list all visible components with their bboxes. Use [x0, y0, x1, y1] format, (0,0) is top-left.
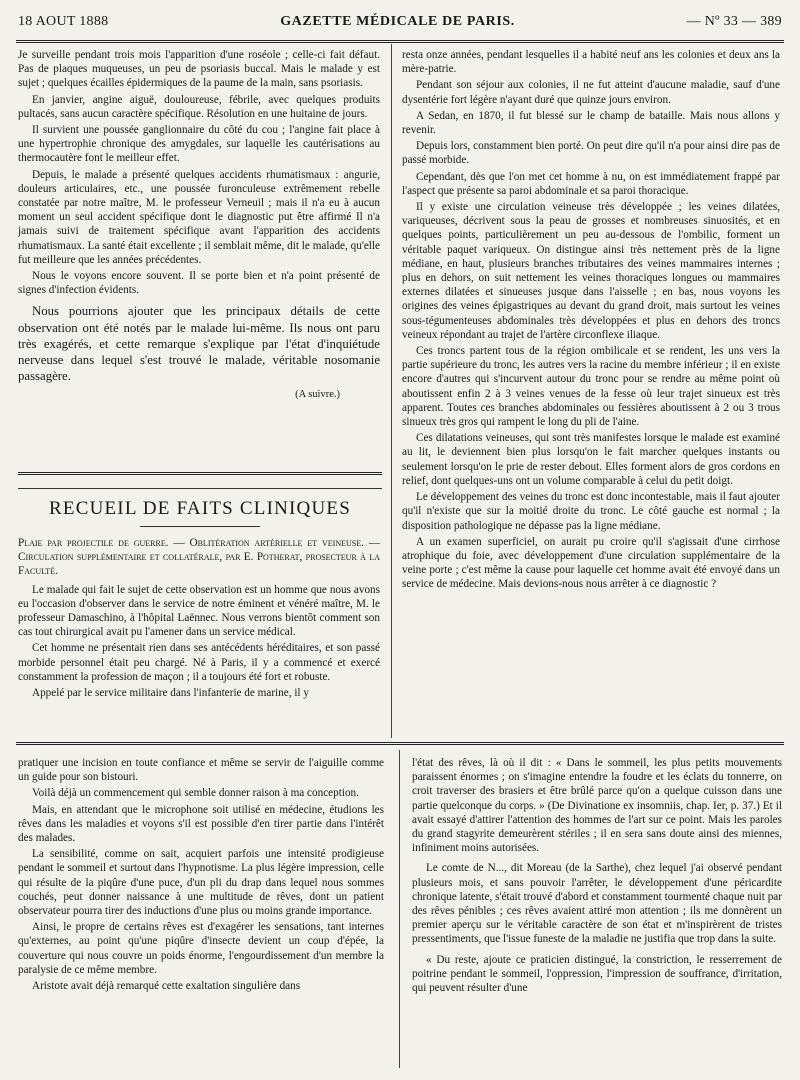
- paragraph: Le comte de N..., dit Moreau (de la Sarthe), chez lequel j'ai observé pendant plusieurs mois, et sans pouvoir l'arrêter, le développement d'une péricardite chronique latente, s'était trouvé d'abord et constamment tourmenté chaque nuit par des rêves pénibles ; ces rêves avaient attiré mon attention ; ils me donnèrent un premier aperçu sur le véritable caractère de son état et m'inspirèrent de tristes pressentiments, que l'issue funeste de la maladie ne justifia que trop dans la suite.: [412, 862, 782, 946]
- mid-page-rule: [16, 742, 784, 745]
- paragraph: Voilà déjà un commencement qui semble donner raison à ma conception.: [32, 787, 359, 800]
- paragraph: Depuis, le malade a présenté quelques accidents rhumatismaux : angurie, douleurs articulaires, etc., une poussée furonculeuse extrêmement rebelle constatée par notre maître, M. le professeur Verneuil ; mais il n'a eu à aucun moment un seul accident spécifique dont le diagnostic put être affirmé Il n'a jamais suivi de traitement spécifique avant l'apparition des accidents rhumatismaux. La santé était excellente ; il semblait même, dit le malade, qu'elle fut meilleure que les années précédentes.: [18, 168, 380, 266]
- upper-right-column: [402, 48, 780, 594]
- paragraph: Appelé par le service militaire dans l'infanterie de marine, il y: [32, 687, 309, 700]
- paragraph: A un examen superficiel, on aurait pu croire qu'il s'agissait d'une cirrhose atrophique du foie, avec développement d'une circulation supplémentaire de la veine porte ; c'est même la cause pour laquelle cet homme avait été envoyé dans un service de médecine. Mais devions-nous nous arrêter à ce diagnostic ?: [402, 535, 780, 591]
- paragraph: Cet homme ne présentait rien dans ses antécédents héréditaires, et son passé morbide personnel était peu chargé. Né à Paris, il y a commencé et exercé constamment la profession de maçon ; il a toujours été fort et robuste.: [18, 642, 380, 683]
- paragraph: Ces troncs partent tous de la région ombilicale et se rendent, les uns vers la partie supérieure du tronc, les autres vers la racine du membre inférieur ; il en existe encore d'autres qui s'incurvent autour du tronc pour se rendre au même point où aboutissent enfin 2 à 3 veines venues de la fesse où leur trajet sinueux est très apparent. Toutes ces branches abdominales ou fessières aboutissent à 2 ou 3 trous sinueux très gros qui rampent le long du pli de l'aine.: [402, 345, 780, 429]
- paragraph: Aristote avait déjà remarqué cette exaltation singulière dans: [32, 980, 301, 993]
- paragraph: Il survient une poussée ganglionnaire du côté du cou ; l'angine fait place à une hypertrophie chronique des amygdales, sur laquelle les cautérisations au thermocautère font le meilleur effet.: [18, 124, 380, 165]
- paragraph: En janvier, angine aiguë, douloureuse, fébrile, avec quelques produits pultacés, sans aucun caractère spécifique. Résolution en une huitaine de jours.: [18, 93, 380, 120]
- paragraph: Ainsi, le propre de certains rêves est d'exagérer les sensations, tant internes qu'externes, au point qu'une piqûre d'insecte devient un coup d'épée, la couverture qui nous couvre un poids énorme, l'engourdissement d'un membre la paralysie de ce même membre.: [18, 921, 384, 976]
- paragraph: Nous le voyons encore souvent. Il se porte bien et n'a point présenté de signes d'infection évidents.: [18, 270, 380, 297]
- paragraph: resta onze années, pendant lesquelles il a habité neuf ans les colonies et deux ans la mère-patrie.: [402, 49, 780, 76]
- header-issue: — Nº 33 — 389: [686, 14, 782, 29]
- paragraph: pratiquer une incision en toute confiance et même se servir de l'aiguille comme un guide pour son bistouri.: [18, 757, 384, 784]
- section-title: RECUEIL DE FAITS CLINIQUES: [49, 498, 351, 519]
- paragraph: Cependant, dès que l'on met cet homme à nu, on est immédiatement frappé par l'aspect que présente sa paroi abdominale et sa paroi thoracique.: [402, 170, 780, 197]
- section-rule: [18, 488, 382, 489]
- paragraph: Le malade qui fait le sujet de cette observation est un homme que nous avons eu l'occasion d'observer dans le service de notre éminent et vénéré maître, M. le professeur Damaschino, à l'hôpital Laënnec. Nous verrons bientôt comment son cas tout chirurgical avait pu l'amener dans un service médical.: [18, 583, 380, 639]
- lower-right-column: [412, 756, 782, 997]
- paragraph: A Sedan, en 1870, il fut blessé sur le champ de bataille. Mais nous allons y revenir.: [402, 109, 780, 137]
- section-rule: [18, 472, 382, 475]
- column-divider: [399, 750, 400, 1068]
- paragraph: Ces dilatations veineuses, qui sont très manifestes lorsque le malade est examiné au lit, le deviennent bien plus lorsqu'on le fait marcher quelques instants ou seulement lorsqu'on le prie de rester debout. Elles forment alors de gros cordons en relief, dont quelques-uns ont un volume comparable à celui du petit doigt.: [402, 432, 780, 487]
- page-header: [18, 14, 782, 38]
- column-divider: [391, 44, 392, 738]
- paragraph: Mais, en attendant que le microphone soit utilisé en médecine, étudions les rêves dans les maladies et voyons s'il est possible d'en tirer partie dans l'intérêt des malades.: [18, 803, 384, 845]
- paragraph: Le développement des veines du tronc est donc incontestable, mais il faut ajouter qu'il n'existe que sur la moitié droite du tronc. Le côté gauche est normal ; la disposition pathologique ne dépasse pas la ligne médiane.: [402, 491, 780, 532]
- header-title: GAZETTE MÉDICALE DE PARIS.: [280, 14, 515, 29]
- case-heading: Plaie par projectile de guerre. — Oblitération artérielle et veineuse. — Circulation supplémentaire et collatérale, par E. Potherat, prosecteur à la Faculté.: [18, 537, 380, 578]
- case-report: [18, 536, 380, 702]
- paragraph: Je surveille pendant trois mois l'apparition d'une roséole ; celle-ci fait défaut. Pas de plaques muqueuses, un peu de psoriasis buccal. Mais le malade y est sujet ; quelques écailles épidermiques de la paume de la main, sans psoriasis.: [18, 49, 380, 90]
- paragraph: Il y existe une circulation veineuse très développée ; les veines dilatées, variqueuses, décrivent sous la peau de grosses et nombreuses sinuosités, et en quelques points, particulièrement un peu au-dessous de l'ombilic, forment un véritable paquet variqueux. On distingue ainsi très nettement près de la ligne médiane, en haut, plusieurs branches tributaires des veines mammaires internes ; plus en dehors, on suit nettement les veines thoraciques longues ou mammaires externes dilatées et sinueuses jusque dans l'aisselle ; en bas, nous voyons les origines des veines épigastriques au devant du grand droit, mais surtout les veines sous-tégumenteuses abdominales très développées et plus en dehors des troncs veineux répondant au trajet de l'artère circonflexe iliaque.: [402, 201, 780, 341]
- to-be-continued: (A suivre.): [295, 389, 340, 401]
- paragraph: Pendant son séjour aux colonies, il ne fut atteint d'aucune maladie, sauf d'une dysentérie fort légère n'ayant duré que quinze jours environ.: [402, 79, 780, 106]
- header-date: 18 AOUT 1888: [18, 14, 109, 29]
- paragraph: Nous pourrions ajouter que les principaux détails de cette observation ont été notés par le malade lui-même. Ils nous ont paru très exagérés, et cette remarque s'explique par l'état d'inquiétude nerveuse dans lequel s'est trouvé le malade, véritable nosomanie passagère.: [18, 304, 380, 384]
- paragraph: l'état des rêves, là où il dit : « Dans le sommeil, les plus petits mouvements paraissent énormes ; on s'imagine entendre la foudre et les éclats du tonnerre, on croit traverser des brasiers et être brûlé parce qu'on a quelque cuisson dans une partie quelconque du corps. » (De Divinatione ex insomniis, chap. Ier, p. 37.) Et il avait essayé d'attirer l'attention des hommes de l'art sur ce point. Mais les paroles du grand stagyrite demeurèrent stériles ; il en sera sans doute ainsi des miennes, infiniment moins autorisées.: [412, 757, 782, 855]
- header-rule: [16, 40, 784, 43]
- title-underline: [140, 526, 260, 527]
- paragraph: La sensibilité, comme on sait, acquiert parfois une intensité prodigieuse pendant le sommeil et surtout dans l'hypnotisme. La plus légère impression, celle qui résulte de la piqûre d'une puce, d'un pli du drap dans lequel nous sommes couchés, peut donner naissance à une multitude de rêves, dont un patient observateur pourra tirer des inductions d'une plus ou moins grande importance.: [18, 848, 384, 918]
- upper-left-column: [18, 48, 380, 405]
- lower-left-column: [18, 756, 384, 995]
- paragraph: « Du reste, ajoute ce praticien distingué, la constriction, le resserrement de poitrine pendant le sommeil, l'oppression, l'impression de souffrance, d'irritation, qui peuvent résulter d'une: [412, 953, 782, 995]
- paragraph: Depuis lors, constamment bien porté. On peut dire qu'il n'a pour ainsi dire pas de passé morbide.: [402, 140, 780, 167]
